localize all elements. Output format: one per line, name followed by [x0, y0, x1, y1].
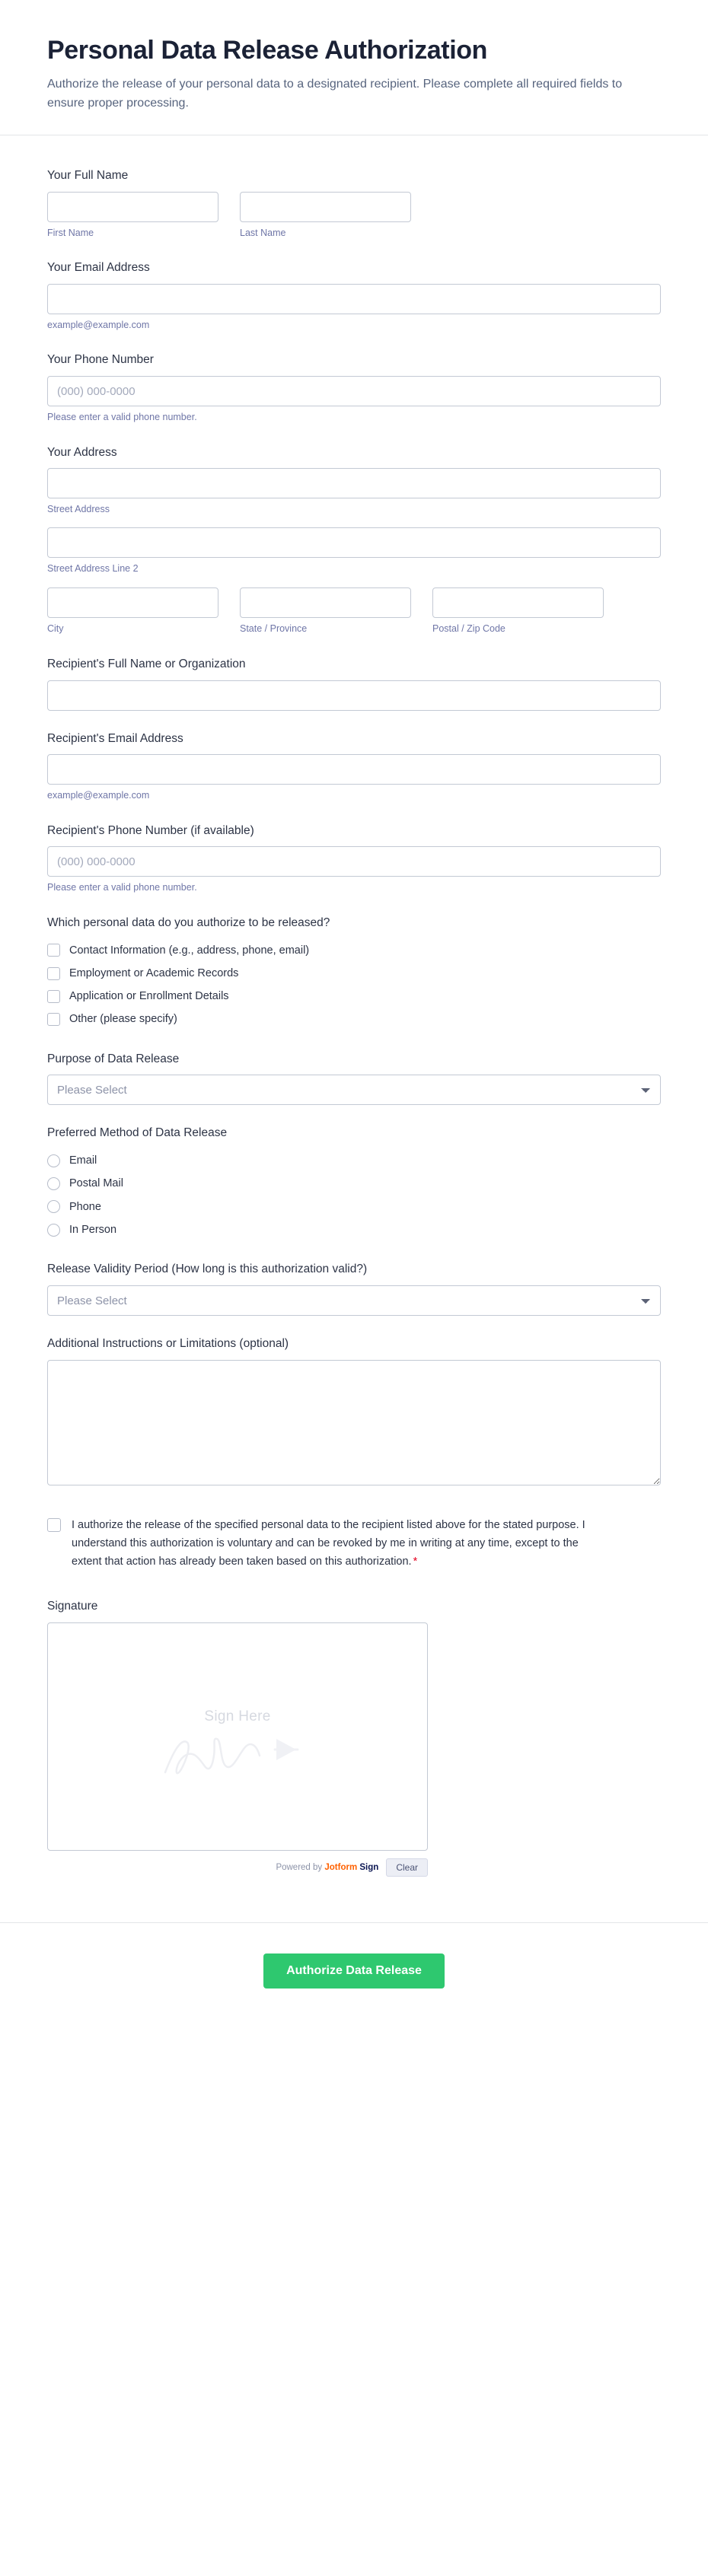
powered-by-label: [276, 1863, 378, 1872]
state-sublabel: State / Province: [240, 623, 308, 635]
field-address: [47, 435, 661, 647]
instructions-label: Additional Instructions or Limitations (optional): [47, 1337, 289, 1350]
radio-postal-mail[interactable]: [47, 1172, 661, 1195]
page-subtitle: Authorize the release of your personal data to a designated recipient. Please complete all required fields to ensure proper processing.: [47, 78, 623, 110]
street-address-sublabel: Street Address: [47, 504, 110, 515]
validity-select[interactable]: [47, 1285, 661, 1316]
radio-icon[interactable]: [47, 1200, 60, 1213]
address-city-row: [47, 587, 661, 636]
field-recipient-phone: [47, 814, 661, 906]
brand-jotform: Jotform: [324, 1863, 358, 1873]
zip-group: [432, 587, 604, 636]
form-header: [0, 0, 708, 135]
recipient-phone-sublabel: Please enter a valid phone number.: [47, 882, 197, 893]
field-method: [47, 1116, 661, 1252]
zip-sublabel: Postal / Zip Code: [432, 623, 505, 635]
radio-label: Phone: [69, 1200, 101, 1213]
consent-text: I authorize the release of the specified personal data to the recipient listed above for the stated purpose. I understand this authorization is voluntary and can be revoked by me in writing at any time, except to the extent that action has already been taken based on this authorization.: [72, 1518, 585, 1568]
city-input[interactable]: [47, 587, 218, 618]
data-types-label: Which personal data do you authorize to be released?: [47, 915, 330, 929]
validity-label: Release Validity Period (How long is this authorization valid?): [47, 1263, 368, 1276]
data-types-options: [47, 939, 661, 1031]
radio-label: Postal Mail: [69, 1177, 123, 1190]
field-data-types: [47, 906, 661, 1042]
checkbox-icon[interactable]: [47, 1013, 60, 1026]
email-input[interactable]: [47, 284, 661, 314]
brand-sign: Sign: [357, 1863, 379, 1873]
checkbox-icon[interactable]: [47, 967, 60, 980]
clear-signature-button[interactable]: Clear: [386, 1858, 428, 1877]
checkbox-label: Other (please specify): [69, 1013, 177, 1026]
checkbox-icon[interactable]: [47, 990, 60, 1003]
field-phone: [47, 342, 661, 435]
radio-icon[interactable]: [47, 1154, 60, 1167]
submit-button[interactable]: Authorize Data Release: [263, 1953, 445, 1989]
recipient-phone-input[interactable]: [47, 846, 661, 877]
purpose-select[interactable]: [47, 1075, 661, 1105]
radio-icon[interactable]: [47, 1224, 60, 1237]
field-full-name: [47, 158, 661, 250]
checkbox-contact-information[interactable]: [47, 939, 661, 962]
radio-label: Email: [69, 1154, 97, 1167]
phone-sublabel: Please enter a valid phone number.: [47, 412, 197, 423]
full-name-row: [47, 192, 661, 240]
checkbox-employment-records[interactable]: [47, 962, 661, 985]
last-name-input[interactable]: [240, 192, 411, 222]
signature-pad[interactable]: [47, 1622, 428, 1851]
checkbox-label: Employment or Academic Records: [69, 966, 239, 979]
state-input[interactable]: [240, 587, 411, 618]
field-consent: [47, 1500, 661, 1579]
zip-input[interactable]: [432, 587, 604, 618]
field-recipient-email: [47, 721, 661, 814]
radio-in-person[interactable]: [47, 1218, 661, 1241]
state-group: [240, 587, 411, 636]
first-name-sublabel: First Name: [47, 227, 94, 238]
email-label: Your Email Address: [47, 261, 150, 275]
signature-hint: Sign Here: [204, 1708, 271, 1725]
field-purpose: [47, 1042, 661, 1116]
consent-text-block: [72, 1517, 604, 1571]
required-marker: *: [413, 1555, 418, 1568]
form-footer: [0, 1922, 708, 2028]
recipient-name-label: Recipient's Full Name or Organization: [47, 657, 246, 670]
recipient-email-sublabel: example@example.com: [47, 790, 150, 801]
field-email: [47, 250, 661, 342]
address-label: Your Address: [47, 445, 117, 459]
consent-checkbox-icon[interactable]: [47, 1518, 61, 1532]
checkbox-other[interactable]: [47, 1008, 661, 1030]
street-address-2-sublabel: Street Address Line 2: [47, 562, 139, 574]
recipient-phone-label: Recipient's Phone Number (if available): [47, 823, 254, 837]
field-instructions: [47, 1326, 661, 1500]
recipient-name-input[interactable]: [47, 680, 661, 711]
radio-phone[interactable]: [47, 1196, 661, 1218]
street-address-input[interactable]: [47, 468, 661, 498]
radio-label: In Person: [69, 1224, 117, 1237]
checkbox-label: Application or Enrollment Details: [69, 990, 229, 1003]
checkbox-application-details[interactable]: [47, 985, 661, 1008]
recipient-email-input[interactable]: [47, 754, 661, 785]
instructions-textarea[interactable]: [47, 1360, 661, 1485]
last-name-group: [240, 192, 411, 240]
method-label: Preferred Method of Data Release: [47, 1126, 228, 1140]
signature-scribble-icon: [162, 1722, 314, 1791]
street-address-2-input[interactable]: [47, 527, 661, 558]
radio-icon[interactable]: [47, 1177, 60, 1190]
page-title: Personal Data Release Authorization: [47, 36, 488, 65]
first-name-group: [47, 192, 218, 240]
field-signature: [47, 1578, 661, 1887]
phone-input[interactable]: [47, 376, 661, 406]
phone-label: Your Phone Number: [47, 353, 154, 367]
checkbox-icon[interactable]: [47, 944, 60, 957]
field-recipient-name: [47, 647, 661, 721]
city-sublabel: City: [47, 623, 64, 635]
city-group: [47, 587, 218, 636]
signature-label: Signature: [47, 1600, 98, 1613]
recipient-email-label: Recipient's Email Address: [47, 731, 183, 745]
radio-email[interactable]: [47, 1149, 661, 1172]
purpose-label: Purpose of Data Release: [47, 1052, 180, 1065]
powered-prefix: Powered by: [276, 1863, 325, 1873]
checkbox-label: Contact Information (e.g., address, phone, email): [69, 944, 310, 957]
field-validity: [47, 1252, 661, 1326]
signature-footer: [47, 1851, 428, 1877]
first-name-input[interactable]: [47, 192, 218, 222]
last-name-sublabel: Last Name: [240, 227, 286, 238]
full-name-label: Your Full Name: [47, 169, 129, 183]
form-body: [0, 135, 708, 1895]
method-options: [47, 1149, 661, 1241]
email-sublabel: example@example.com: [47, 319, 150, 330]
